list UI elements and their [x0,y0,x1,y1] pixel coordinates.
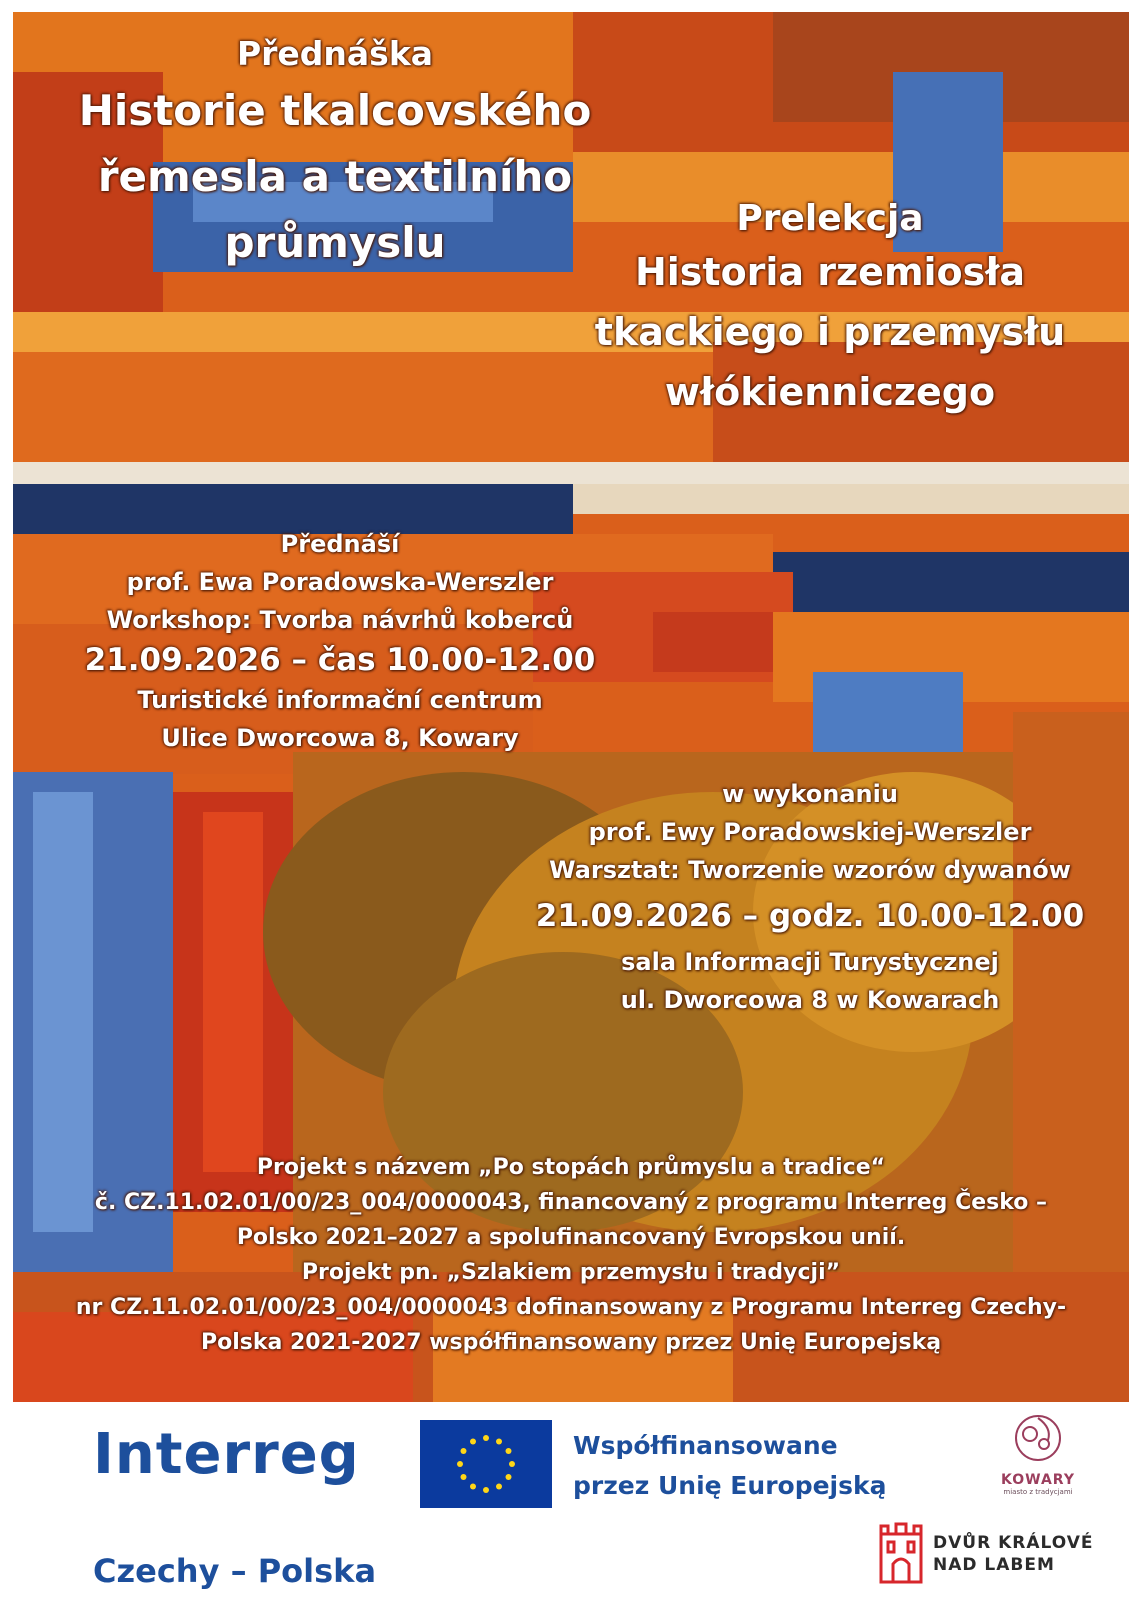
kowary-name: KOWARY [1001,1472,1075,1488]
eu-text-line: przez Unię Europejską [573,1471,887,1500]
interreg-region: Czechy – Polska [93,1552,377,1590]
project-line: Projekt s názvem „Po stopách průmyslu a tradice“ [256,1155,886,1180]
kowary-emblem-icon [1008,1410,1068,1466]
title-czech-line: Historie tkalcovského [78,86,592,135]
castle-emblem-icon [878,1520,924,1586]
presenter-label: Přednáší [280,530,400,558]
dvur-kralove-name [933,1532,1094,1576]
event-info-czech [40,525,640,757]
venue-address: Ulice Dworcowa 8, Kowary [161,724,519,752]
eu-flag-icon [420,1420,552,1508]
event-info-polish [500,775,1120,1019]
title-polish-kicker: Prelekcja [736,198,924,239]
eu-cofinanced-text [573,1426,887,1506]
kowary-logo [983,1410,1093,1496]
venue-name: sala Informacji Turystycznej [621,948,999,976]
event-datetime: 21.09.2026 – čas 10.00-12.00 [84,642,596,678]
title-czech [35,30,635,276]
project-line: nr CZ.11.02.01/00/23_004/0000043 dofinansowany z Programu Interreg Czechy- [75,1295,1067,1320]
workshop-title: Workshop: Tvorba návrhů koberců [106,606,574,634]
title-czech-kicker: Přednáška [236,34,434,73]
presenter-name: prof. Ewa Poradowska-Werszler [126,568,554,596]
project-funding-note [13,1150,1129,1360]
title-polish-line: Historia rzemiosła [634,250,1026,294]
title-polish-line: tkackiego i przemysłu [594,310,1066,354]
eu-text-line: Współfinansowane [573,1431,838,1460]
kowary-tagline: miasto z tradycjami [1003,1488,1073,1496]
footer-logos [13,1402,1129,1602]
title-czech-line: řemesla a textilního [97,152,573,201]
presenter-label: w wykonaniu [722,780,898,808]
title-czech-line: průmyslu [224,218,446,267]
interreg-logo: Interreg [93,1422,360,1487]
dvur-line: NAD LABEM [933,1555,1055,1575]
presenter-name: prof. Ewy Poradowskiej-Werszler [588,818,1032,846]
project-line: Projekt pn. „Szlakiem przemysłu i tradycji” [301,1260,841,1285]
project-line: Polska 2021-2027 współfinansowany przez Unię Europejską [200,1330,942,1355]
venue-address: ul. Dworcowa 8 w Kowarach [620,986,1000,1014]
title-polish-line: włókienniczego [664,370,996,414]
workshop-title: Warsztat: Tworzenie wzorów dywanów [549,856,1071,884]
venue-name: Turistické informační centrum [137,686,543,714]
project-line: Polsko 2021–2027 a spolufinancovaný Evropskou unií. [236,1225,906,1250]
title-polish [560,196,1100,422]
dvur-kralove-logo [878,1520,1108,1590]
dvur-line: DVŮR KRÁLOVÉ [933,1533,1094,1553]
event-datetime: 21.09.2026 – godz. 10.00-12.00 [535,898,1085,934]
project-line: č. CZ.11.02.01/00/23_004/0000043, financovaný z programu Interreg Česko – [94,1190,1048,1215]
